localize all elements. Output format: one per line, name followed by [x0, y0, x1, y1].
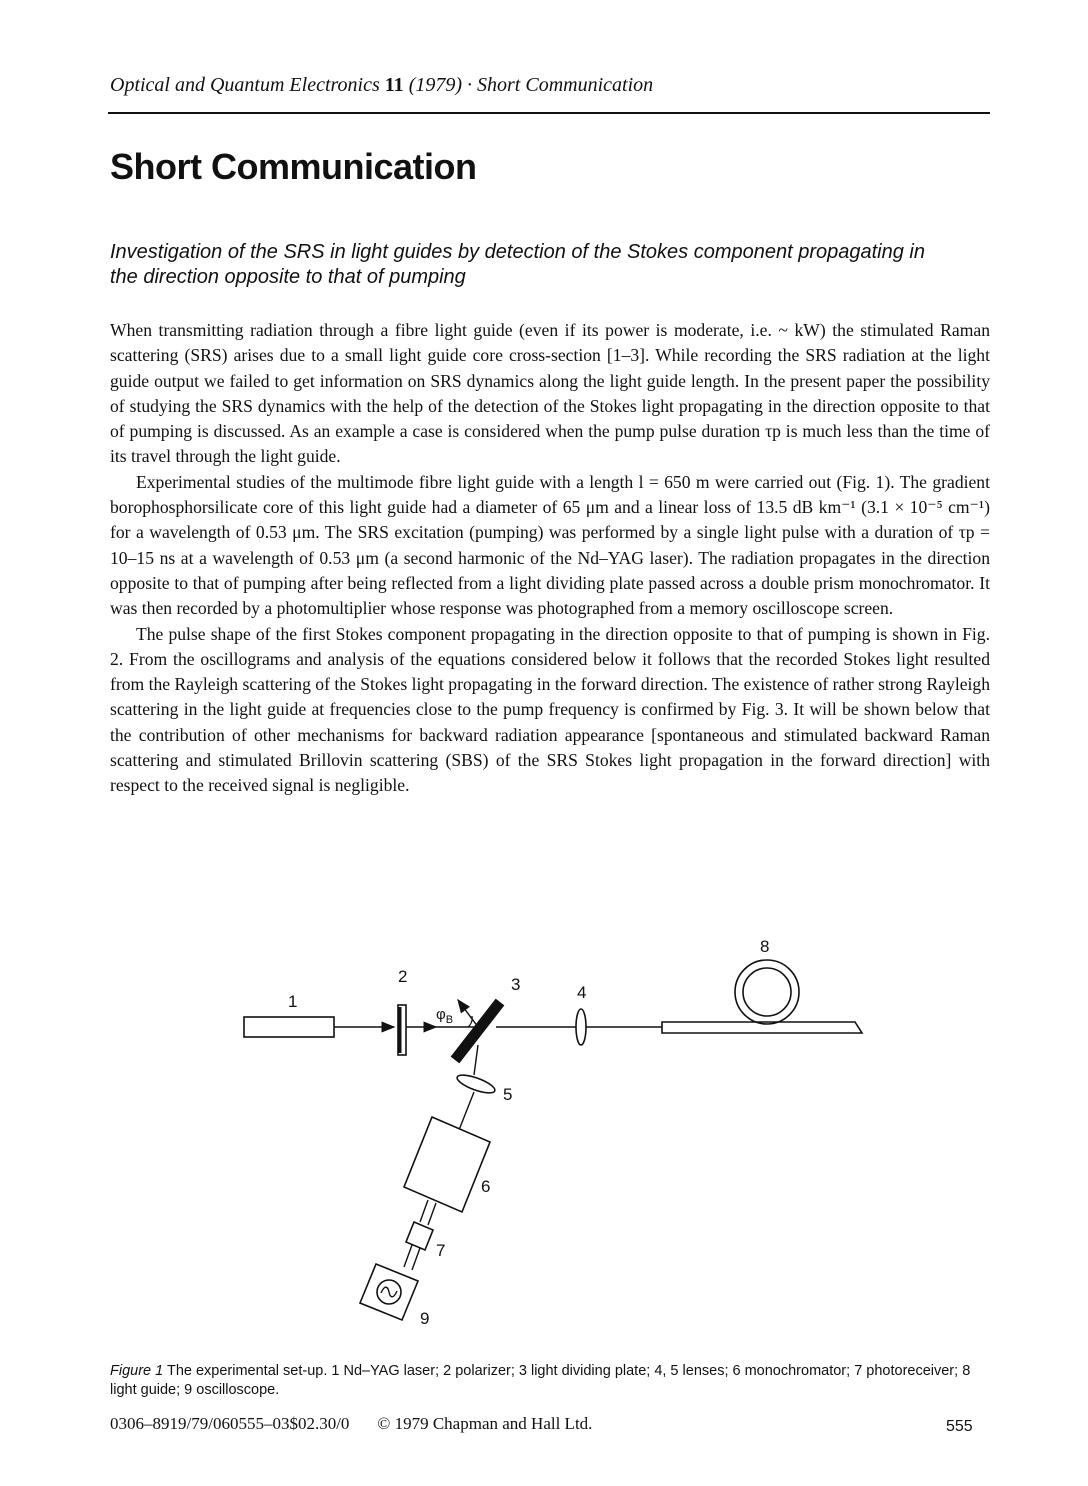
- link-receiver-to-scope-b: [412, 1248, 420, 1270]
- angle-subscript: B: [445, 1014, 454, 1026]
- caption-text: The experimental set-up. 1 Nd–YAG laser; 2 polarizer; 3 light dividing plate; 4, 5 lenses; 6 monochromator; 7 photoreceiver; 8 light guide; 9 oscilloscope.: [110, 1363, 971, 1398]
- caption-label: Figure 1: [110, 1363, 164, 1379]
- light-guide-coil-outer: [735, 960, 799, 1024]
- angle-arrow: [458, 1000, 478, 1027]
- label-3: 3: [511, 975, 521, 994]
- angle-label: [436, 1006, 453, 1026]
- laser-box: [244, 1017, 334, 1037]
- page-number: 555: [946, 1418, 973, 1435]
- paragraph-3: The pulse shape of the first Stokes component propagating in the direction opposite to that of pumping is shown in Fig. 2. From the oscillograms and analysis of the equations considered below it follows that the recorded Stokes light resulted from the Rayleigh scattering of the Stokes light propagating in the forward direction. The existence of rather strong Rayleigh scattering in the light guide at frequencies close to the pump frequency is confirmed by Fig. 3. It will be shown below that the contribution of other mechanisms for backward radiation appearance [spontaneous and stimulated backward Raman scattering and stimulated Brillovin scattering (SBS) of the SRS Stokes light propagation in the forward direction] with respect to the received signal is negligible.: [110, 623, 990, 796]
- link-mono-to-receiver-b: [428, 1203, 436, 1225]
- setup-diagram: [200, 930, 900, 1340]
- beam-plate-to-lens5: [474, 1045, 478, 1075]
- monochromator: [404, 1117, 490, 1212]
- label-6: 6: [481, 1177, 491, 1196]
- label-9: 9: [420, 1309, 430, 1328]
- paragraph-1: When transmitting radiation through a fibre light guide (even if its power is moderate, i.e. ~ kW) the stimulated Raman scattering (SRS) arises due to a small light guide core cross-section [1–3]. While recording the SRS radiation at the light guide output we failed to get information on SRS dynamics along the light guide length. In the present paper the possibility of studying the SRS dynamics with the help of the detection of the Stokes light propagating in the direction opposite to that of pumping is discussed. As an example a case is considered when the pump pulse duration τp is much less than the time of its travel through the light guide.: [110, 320, 990, 467]
- label-1: 1: [288, 992, 298, 1011]
- label-7: 7: [436, 1241, 446, 1260]
- lens-5: [455, 1072, 497, 1097]
- link-receiver-to-scope-a: [404, 1245, 412, 1267]
- journal-name: Optical and Quantum Electronics: [110, 74, 380, 96]
- running-head: [110, 74, 653, 97]
- angle-symbol: φ: [436, 1006, 446, 1023]
- footer-code: [110, 1414, 592, 1434]
- header-rule: [108, 112, 990, 114]
- beam-lens5-to-monochromator: [459, 1092, 474, 1130]
- footer-copyright: © 1979 Chapman and Hall Ltd.: [377, 1414, 593, 1433]
- figure-caption: [110, 1362, 990, 1400]
- label-5: 5: [503, 1085, 513, 1104]
- link-mono-to-receiver-a: [420, 1200, 428, 1222]
- article-title: Investigation of the SRS in light guides by detection of the Stokes component propagating in the direction opposite to that of pumping: [110, 241, 925, 288]
- light-guide-coil-inner: [743, 968, 791, 1016]
- label-8: 8: [760, 937, 770, 956]
- body-text: [110, 318, 990, 799]
- label-4: 4: [577, 983, 587, 1002]
- label-2: 2: [398, 967, 408, 986]
- paragraph-2: Experimental studies of the multimode fibre light guide with a length l = 650 m were carried out (Fig. 1). The gradient borophosphorsilicate core of this light guide had a diameter of 65 μm and a linear loss of 13.5 dB km⁻¹ (3.1 × 10⁻⁵ cm⁻¹) for a wavelength of 0.53 μm. The SRS excitation (pumping) was performed by a single light pulse with a duration of τp = 10–15 ns at a wavelength of 0.53 μm (a second harmonic of the Nd–YAG laser). The radiation propagates in the direction opposite to that of pumping after being reflected from a light dividing plate passed across a double prism monochromator. It was then recorded by a photomultiplier whose response was photographed from a memory oscilloscope screen.: [110, 471, 990, 619]
- photoreceiver: [406, 1222, 433, 1250]
- figure-1: [200, 930, 900, 1340]
- journal-volume: 11: [384, 74, 404, 96]
- journal-year-section: (1979) · Short Communication: [408, 74, 654, 96]
- lens-4: [576, 1009, 586, 1045]
- section-title: Short Communication: [110, 146, 477, 187]
- footer-article-code: 0306–8919/79/060555–03$02.30/0: [110, 1414, 350, 1433]
